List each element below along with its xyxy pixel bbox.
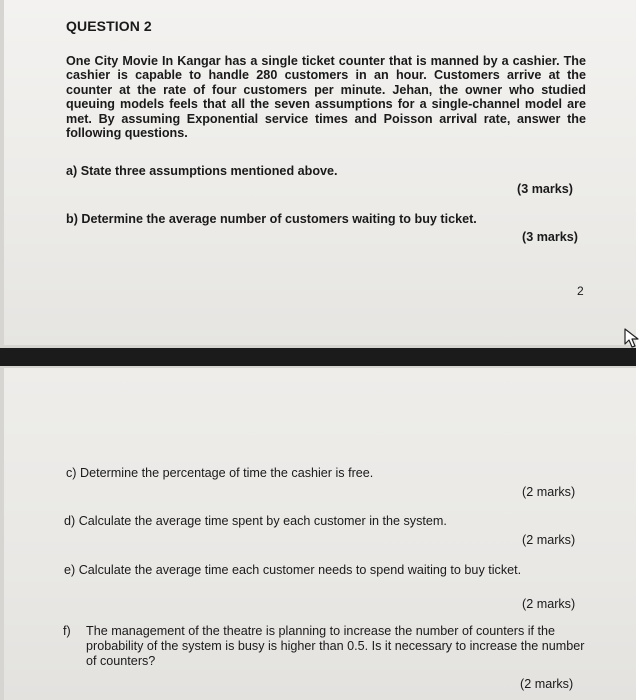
question-f-text: The management of the theatre is planning to increase the number of counters if the probability of the system is busy is higher than 0.5. Is it necessary to increase the number of counters? xyxy=(86,624,585,668)
question-d-marks: (2 marks) xyxy=(522,533,576,547)
side-strip xyxy=(636,0,644,700)
question-e-marks: (2 marks) xyxy=(522,597,576,611)
question-intro: One City Movie In Kangar has a single ticket counter that is manned by a cashier. The cashier is capable to handle 280 customers in an hour. Customers arrive at the counter at the rate of four customers per minute. Jehan, the owner who studied queuing models feels that all the seven assumptions for a single-channel model are met. By assuming Exponential service times and Poisson arrival rate, answer the following questions. xyxy=(66,54,586,141)
question-c-marks: (2 marks) xyxy=(522,485,576,499)
mouse-pointer-icon xyxy=(624,328,640,348)
question-f-label: f) xyxy=(63,624,71,638)
question-e-text: e) Calculate the average time each customer needs to spend waiting to buy ticket. xyxy=(64,563,522,577)
page-number: 2 xyxy=(577,284,584,298)
question-b-marks: (3 marks) xyxy=(522,230,579,244)
question-a-marks: (3 marks) xyxy=(517,182,574,196)
question-d-text: d) Calculate the average time spent by each customer in the system. xyxy=(64,514,447,528)
question-c-text: c) Determine the percentage of time the cashier is free. xyxy=(66,466,374,480)
page-divider-bar xyxy=(0,348,644,366)
question-title: QUESTION 2 xyxy=(66,18,152,34)
question-b-text: b) Determine the average number of customers waiting to buy ticket. xyxy=(66,212,477,226)
question-a-text: a) State three assumptions mentioned above. xyxy=(66,164,338,178)
question-f-marks: (2 marks) xyxy=(520,677,574,691)
